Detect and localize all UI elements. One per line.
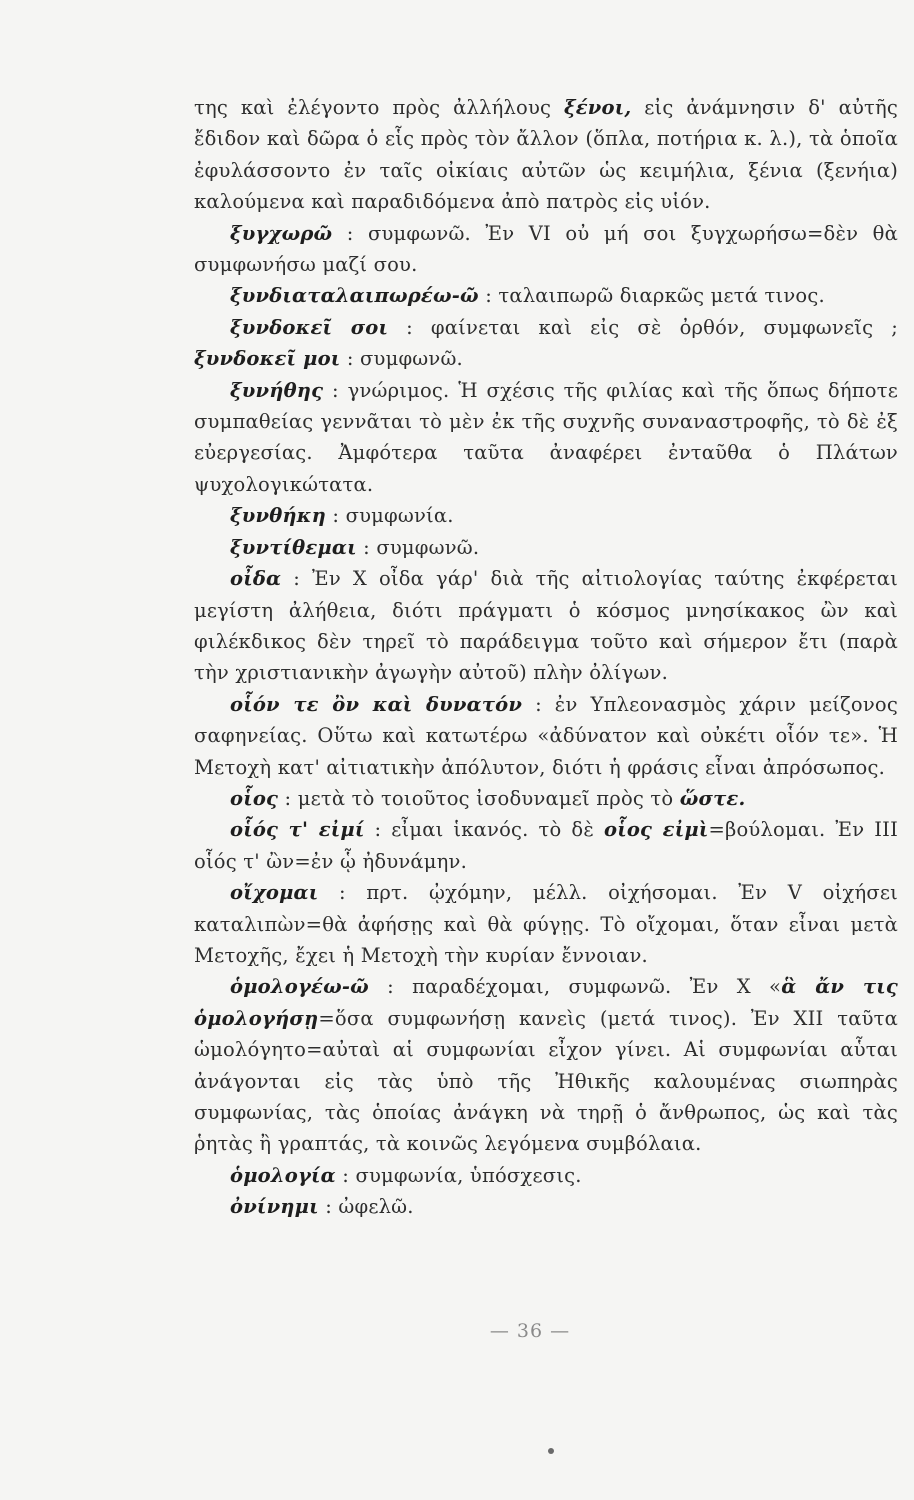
headword-inline: ξυνδοκεῖ μοι <box>194 347 341 371</box>
headword-inline: ὥστε. <box>679 786 746 810</box>
headword: ξυνθήκη <box>230 504 326 528</box>
headword: ξυγχωρῶ <box>230 221 333 245</box>
glossary-entry-xynethes: ξυνήθης : γνώριμος. Ἡ σχέσις τῆς φιλίας καὶ τῆς ὅπως δήποτε συμπαθείας γεννᾶται τὸ μὲν ἐκ τῆς συχνῆς συναναστροφῆς, τὸ δὲ ἐξ εὐεργεσίας. Ἀμφότερα ταῦτα ἀναφέρει ἐνταῦθα ὁ Πλάτων ψυχολογικώτατα. <box>194 378 898 496</box>
glossary-entry-xynthike: ξυνθήκη : συμφωνία. <box>230 504 454 528</box>
glossary-entry-xyntithemai: ξυντίθεμαι : συμφωνῶ. <box>230 535 480 559</box>
headword: ξυντίθεμαι <box>230 535 357 559</box>
headword: οἷος <box>230 786 279 810</box>
headword: ξυνδιαταλαιπωρέω-ῶ <box>230 284 479 308</box>
glossary-entry-homologeo: ὁμολογέω-ῶ : παραδέχομαι, συμφωνῶ. Ἐν X «ἃ ἄν τις ὁμολογήσῃ=ὅσα συμφωνήσῃ κανεὶς (μετά τινος). Ἐν XII ταῦτα ὡμολόγητο=αὐταὶ αἱ συμφωνίαι εἶχον γίνει. Αἱ συμφωνίαι αὗται ἀνάγονται εἰς τὰς ὑπὸ τῆς Ἠθικῆς καλουμένας σιωπηρὰς συμφωνίας, τὰς ὁποίας ἀνάγκη νὰ τηρῇ ὁ ἄνθρωπος, ὡς καὶ τὰς ῥητὰς ἢ γραπτάς, τὰ κοινῶς λεγόμενα συμβόλαια. <box>194 975 898 1156</box>
glossary-entry-homologia: ὁμολογία : συμφωνία, ὑπόσχεσις. <box>230 1163 582 1187</box>
headword: οἷός τ' εἰμί <box>230 818 365 842</box>
page-number: — 36 — <box>489 1320 571 1342</box>
headword: οἴχομαι <box>230 881 319 905</box>
glossary-text <box>194 92 898 1223</box>
headword-xenoi: ξένοι, <box>563 96 632 119</box>
glossary-entry-oios-eimi: οἷός τ' εἰμί : εἶμαι ἱκανός. τὸ δὲ οἷος εἰμὶ=βούλομαι. Ἐν III οἷός τ' ὢν=ἐν ᾧ ἠδυνάμην. <box>194 818 898 873</box>
glossary-entry-oninemi: ὀνίνημι : ὠφελῶ. <box>230 1195 414 1219</box>
glossary-entry-oichomai: οἴχομαι : πρτ. ᾠχόμην, μέλλ. οἰχήσομαι. Ἐν V οἰχήσει καταλιπὼν=θὰ ἀφήσῃς καὶ θὰ φύγῃς. Τὸ οἴχομαι, ὅταν εἶναι μετὰ Μετοχῆς, ἔχει ἡ Μετοχὴ τὴν κυρίαν ἔννοιαν. <box>194 881 898 967</box>
headword: ὀνίνημι <box>230 1195 319 1219</box>
headword-inline: ἃ ἄν τις ὁμολογήσῃ <box>194 975 898 1030</box>
glossary-entry-oida: οἶδα : Ἐν X οἶδα γάρ' διὰ τῆς αἰτιολογίας ταύτης ἐκφέρεται μεγίστη ἀλήθεια, διότι πράγματι ὁ κόσμος μνησίκακος ὢν καὶ φιλέκδικος δὲν τηρεῖ τὸ παράδειγμα τοῦτο καὶ σήμερον ἔτι (παρὰ τὴν χριστιανικὴν ἀγωγὴν αὐτοῦ) πλὴν ὀλίγων. <box>194 567 898 685</box>
headword-inline: οἷος εἰμὶ <box>603 818 709 842</box>
headword: ὁμολογέω-ῶ <box>230 975 369 999</box>
headword: οἷόν τε ὂν καὶ δυνατόν <box>230 692 523 716</box>
headword: ξυνδοκεῖ σοι <box>230 315 389 339</box>
ink-dot <box>548 1448 554 1454</box>
headword: ὁμολογία <box>230 1163 336 1187</box>
headword: ξυνήθης <box>230 378 324 402</box>
glossary-entry-oios: οἷος : μετὰ τὸ τοιοῦτος ἰσοδυναμεῖ πρὸς τὸ ὥστε. <box>230 786 746 810</box>
glossary-entry-xyndokei: ξυνδοκεῖ σοι : φαίνεται καὶ εἰς σὲ ὀρθόν, συμφωνεῖς ; ξυνδοκεῖ μοι : συμφωνῶ. <box>194 315 898 371</box>
glossary-entry-xyndiatalaiporeo: ξυνδιαταλαιπωρέω-ῶ : ταλαιπωρῶ διαρκῶς μετά τινος. <box>230 284 825 308</box>
glossary-entry-intro: της καὶ ἐλέγοντο πρὸς ἀλλήλους ξένοι, εἰς ἀνάμνησιν δ' αὐτῆς ἔδιδον καὶ δῶρα ὁ εἷς πρὸς τὸν ἄλλον (ὅπλα, ποτήρια κ. λ.), τὰ ὁποῖα ἐφυλάσσοντο ἐν ταῖς οἰκίαις αὐτῶν ὡς κειμήλια, ξένια (ξενήια) καλούμενα καὶ παραδιδόμενα ἀπὸ πατρὸς εἰς υἱόν. <box>194 96 898 214</box>
headword: οἶδα <box>230 567 282 591</box>
glossary-entry-oion-te: οἷόν τε ὂν καὶ δυνατόν : ἐν Υπλεονασμὸς χάριν μείζονος σαφηνείας. Οὕτω καὶ κατωτέρω «ἀδύνατον καὶ οὐκέτι οἷόν τε». Ἡ Μετοχὴ κατ' αἰτιατικὴν ἀπόλυτον, διότι ἡ φράσις εἶναι ἀπρόσωπος. <box>194 692 898 779</box>
glossary-entry-xygchoro: ξυγχωρῶ : συμφωνῶ. Ἐν VI οὐ μή σοι ξυγχωρήσω=δὲν θὰ συμφωνήσω μαζί σου. <box>194 221 898 277</box>
